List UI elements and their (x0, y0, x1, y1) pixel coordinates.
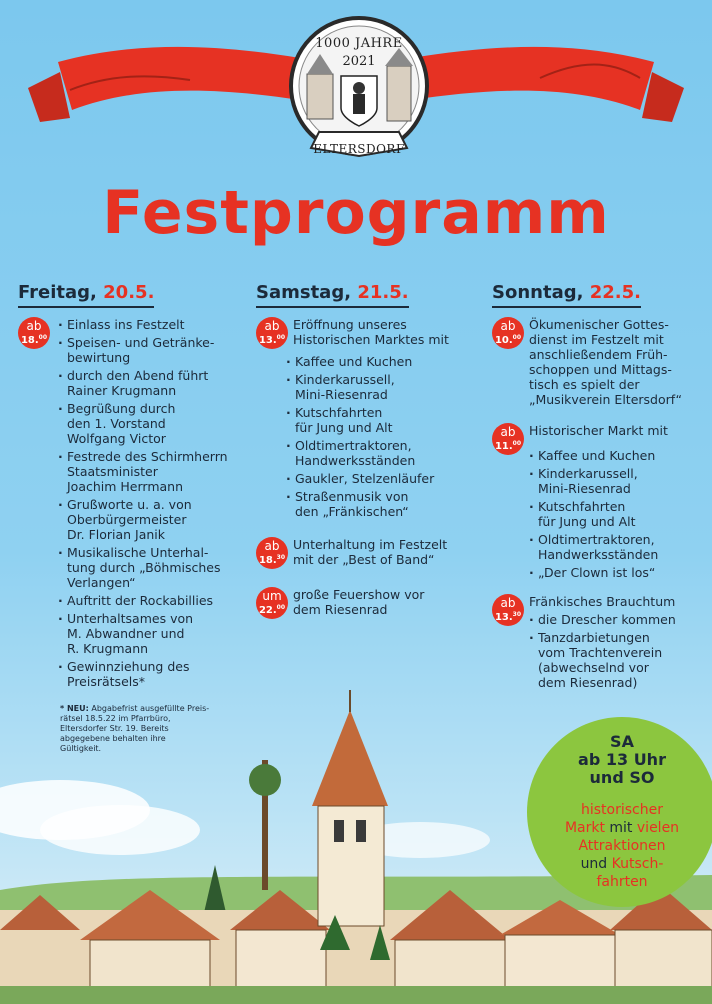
time-badge (256, 587, 288, 619)
sunday-day-label: Sonntag, (492, 282, 584, 303)
saturday-block-3 (256, 587, 471, 617)
list-item: · Grußworte u. a. von Oberbürgermeister Dr. Florian Janik (58, 497, 243, 542)
sunday-block-1 (492, 317, 707, 407)
sunday-block-2 (492, 423, 707, 580)
saturday-heading (256, 282, 409, 308)
saturday-day-label: Samstag, (256, 282, 352, 303)
list-item: · Gewinnziehung des Preisrätsels* (58, 659, 243, 689)
saturday-item-list (286, 354, 471, 519)
badge-time: 22.00 (258, 604, 286, 616)
friday-column (18, 282, 243, 692)
seal-year: 2021 (342, 54, 376, 69)
badge-prefix: ab (500, 319, 516, 333)
list-item: · Unterhaltsames von M. Abwandner und R. Krugmann (58, 611, 243, 656)
list-item: · Begrüßung durch den 1. Vorstand Wolfgang Victor (58, 401, 243, 446)
block-lead-text: Eröffnung unseres Historischen Marktes mit (293, 317, 449, 347)
block-lead-text: Ökumenischer Gottes- dienst im Festzelt mit anschließendem Früh- schoppen und Mittags- tisch es spielt der „Musikverein Eltersdorf“ (529, 317, 683, 407)
list-item: · Kaffee und Kuchen (529, 448, 707, 463)
badge-prefix: ab (500, 425, 516, 439)
sunday-date: 22.5. (589, 282, 641, 303)
footnote-text: Abgabefrist ausgefüllte Preis- rätsel 18.5.22 im Pfarrbüro, Eltersdorfer Str. 19. Bereits abgegebene behalten ihre Gültigkeit. (60, 704, 210, 753)
seal-title: 1000 JAHRE (315, 36, 403, 51)
promo-red-2: vielen Attraktionen (578, 820, 680, 854)
list-item: · Gaukler, Stelzenläufer (286, 471, 471, 486)
footnote-marker: * NEU: (60, 704, 89, 713)
list-item: · Einlass ins Festzelt (58, 317, 243, 332)
seal-town-name: ELTERSDORF (313, 142, 405, 156)
list-item: · Festrede des Schirmherrn Staatsminister Joachim Herrmann (58, 449, 243, 494)
badge-prefix: ab (264, 319, 280, 333)
saturday-block-1 (256, 317, 471, 519)
time-badge (492, 317, 524, 349)
anniversary-seal (279, 14, 439, 174)
friday-item-list (58, 317, 243, 689)
time-badge (492, 423, 524, 455)
list-item: · Oldtimertraktoren, Handwerksständen (286, 438, 471, 468)
market-promo-circle (527, 717, 712, 907)
promo-red-1: historischer Markt (564, 802, 663, 836)
badge-time: 18.00 (20, 334, 48, 346)
list-item: · Straßenmusik von den „Fränkischen“ (286, 489, 471, 519)
badge-prefix: ab (26, 319, 42, 333)
list-item: · durch den Abend führt Rainer Krugmann (58, 368, 243, 398)
promo-red-3: Kutsch- fahrten (596, 856, 664, 890)
badge-time: 11.00 (494, 440, 522, 452)
list-item: · Speisen- und Getränke- bewirtung (58, 335, 243, 365)
badge-time: 10.00 (494, 334, 522, 346)
list-item: · Tanzdarbietungen vom Trachtenverein (abwechselnd vor dem Riesenrad) (529, 630, 707, 690)
badge-time: 18.30 (258, 554, 286, 566)
block-lead-text: Historischer Markt mit (529, 423, 668, 438)
list-item: · Kutschfahrten für Jung und Alt (286, 405, 471, 435)
list-item: · „Der Clown ist los“ (529, 565, 707, 580)
badge-time: 13.00 (258, 334, 286, 346)
block-lead-text: große Feuershow vor dem Riesenrad (293, 587, 425, 617)
promo-heading: SA ab 13 Uhr und SO (578, 732, 666, 787)
promo-black-2: und (580, 856, 608, 872)
list-item: · Kaffee und Kuchen (286, 354, 471, 369)
friday-heading (18, 282, 154, 308)
friday-day-label: Freitag, (18, 282, 97, 303)
list-item: · Kinderkarussell, Mini-Riesenrad (529, 466, 707, 496)
badge-time: 13.30 (494, 611, 522, 623)
saturday-block-1-body (293, 317, 471, 519)
time-badge (256, 317, 288, 349)
block-lead-text: Fränkisches Brauchtum (529, 594, 676, 609)
list-item: · Oldtimertraktoren, Handwerksständen (529, 532, 707, 562)
list-item: · Musikalische Unterhal- tung durch „Böhmisches Verlangen“ (58, 545, 243, 590)
sunday-item-list-2 (529, 612, 707, 690)
saturday-date: 21.5. (357, 282, 409, 303)
list-item: · Kinderkarussell, Mini-Riesenrad (286, 372, 471, 402)
badge-prefix: ab (500, 596, 516, 610)
friday-date: 20.5. (103, 282, 155, 303)
sunday-block-2-body (529, 423, 707, 580)
time-badge (256, 537, 288, 569)
list-item: · Kutschfahrten für Jung und Alt (529, 499, 707, 529)
saturday-block-2 (256, 537, 471, 567)
sunday-column (492, 282, 707, 693)
list-item: · Auftritt der Rockabillies (58, 593, 243, 608)
page-title: Festprogramm (102, 178, 610, 248)
time-badge (18, 317, 50, 349)
promo-black-1: mit (609, 820, 633, 836)
badge-prefix: ab (264, 539, 280, 553)
sunday-block-3-body (529, 594, 707, 690)
badge-prefix: um (262, 589, 282, 603)
list-item: · die Drescher kommen (529, 612, 707, 627)
sunday-block-3 (492, 594, 707, 690)
block-lead-text: Unterhaltung im Festzelt mit der „Best of Band“ (293, 537, 448, 567)
friday-block (18, 317, 243, 689)
sunday-heading (492, 282, 641, 308)
sunday-item-list (529, 448, 707, 580)
saturday-column (256, 282, 471, 617)
time-badge (492, 594, 524, 626)
promo-text (527, 801, 712, 891)
